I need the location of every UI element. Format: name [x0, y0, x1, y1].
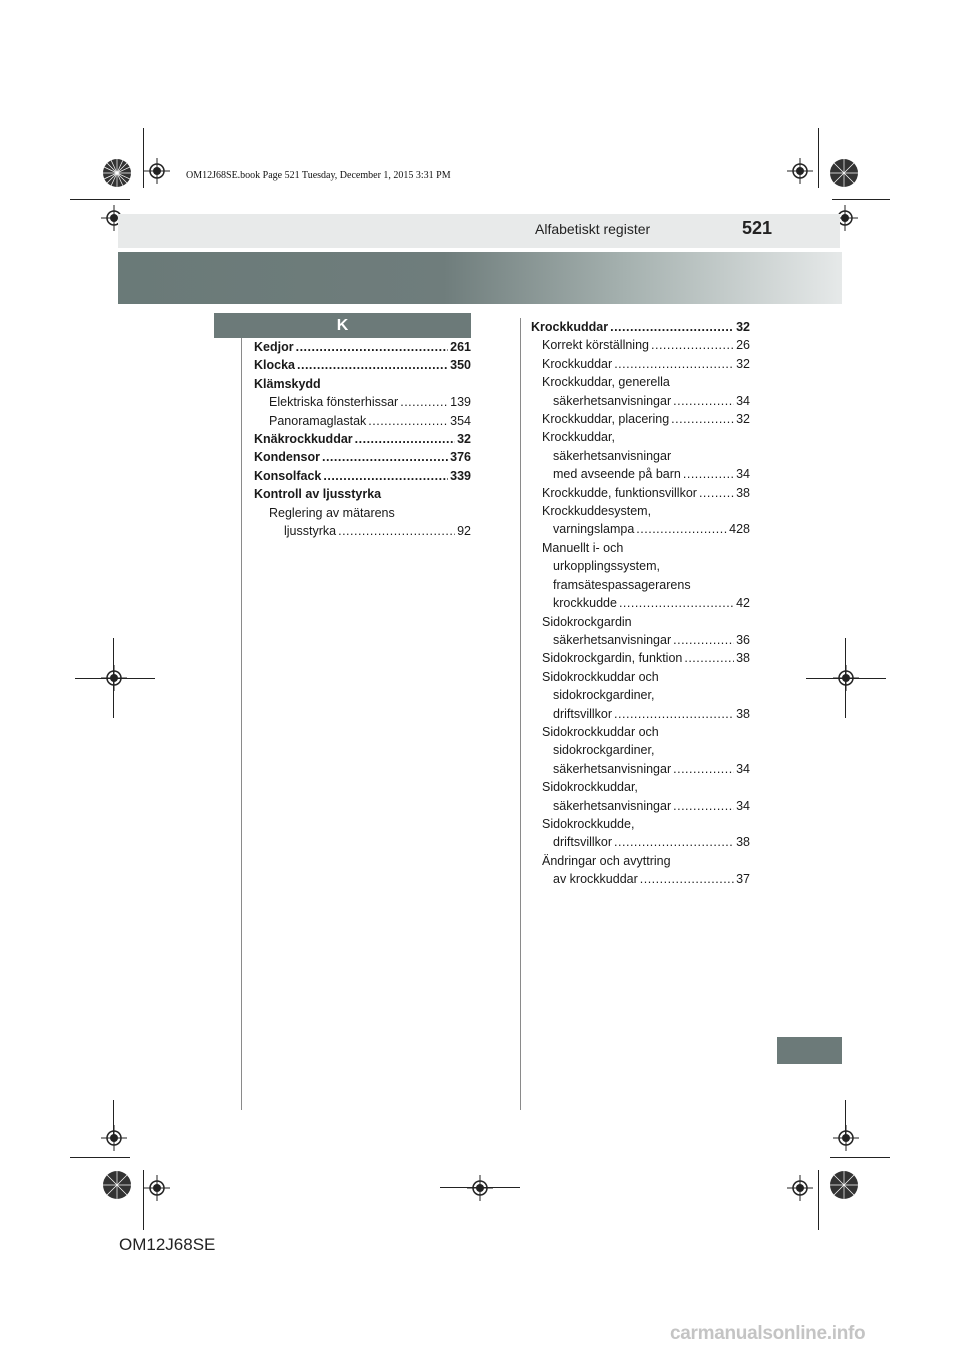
index-entry-label: Klocka [254, 358, 295, 373]
index-entry-page: 37 [736, 872, 750, 887]
index-entry [531, 484, 750, 502]
index-entry-label: Konsolfack [254, 468, 322, 483]
registration-mark-icon [144, 1175, 170, 1201]
index-entry-label: ljusstyrka [284, 524, 337, 539]
index-entry [531, 539, 750, 557]
index-entry-label: driftsvillkor [553, 835, 613, 850]
dot-leader [640, 870, 734, 888]
index-entry-label: Reglering av mätarens [269, 505, 395, 520]
index-entry [254, 430, 471, 448]
index-entry-page: 38 [736, 485, 750, 500]
index-entry-label: krockkudde [553, 596, 617, 611]
index-entry-page: 26 [736, 338, 750, 353]
registration-mark-icon [787, 1175, 813, 1201]
index-entry [531, 741, 750, 759]
index-entry-label: Korrekt körställning [542, 338, 649, 353]
index-entry [254, 338, 471, 356]
index-entry [531, 594, 750, 612]
dot-leader [614, 355, 734, 373]
index-entry [531, 373, 750, 391]
index-entry-label: Sidokrockkudde, [542, 816, 635, 831]
index-entry [531, 428, 750, 446]
index-entry-label: Sidokrockgardin, funktion [542, 651, 683, 666]
index-entry-page: 32 [457, 432, 471, 447]
index-entry-label: driftsvillkor [553, 706, 613, 721]
index-entry [254, 485, 471, 503]
index-entry [254, 412, 471, 430]
column-divider-right [520, 318, 521, 1110]
index-entry-label: Kedjor [254, 340, 294, 354]
index-entry-label: Sidokrockgardin [542, 614, 632, 629]
starburst-mark-icon [829, 1170, 859, 1200]
index-entry-page: 34 [736, 467, 750, 482]
index-entry [531, 778, 750, 796]
dot-leader [614, 833, 734, 851]
index-entry-label: Krockkuddar [542, 356, 613, 371]
dot-leader [322, 448, 448, 466]
index-entry-page: 42 [736, 596, 750, 611]
crop-mark-icon [440, 1187, 520, 1188]
index-entry-label: Krockkuddar, placering [542, 412, 670, 427]
document-code: OM12J68SE [119, 1235, 216, 1254]
crop-mark-icon [818, 128, 819, 188]
dot-leader [636, 520, 727, 538]
index-entry [254, 356, 471, 374]
index-entry-label: Krockkuddesystem, [542, 504, 652, 519]
index-entry [531, 576, 750, 594]
index-entry-label: Elektriska fönsterhissar [269, 395, 399, 410]
index-column-left [254, 338, 471, 540]
index-entry [531, 760, 750, 778]
index-entry-label: med avseende på barn [553, 467, 681, 482]
index-entry-label: Kontroll av ljusstyrka [254, 487, 382, 502]
index-entry [254, 448, 471, 466]
index-entry-label: Manuellt i- och [542, 540, 624, 555]
index-entry [531, 318, 750, 336]
index-entry [531, 649, 750, 667]
crop-mark-icon [113, 1100, 114, 1140]
index-entry [531, 520, 750, 538]
page-number: 521 [742, 218, 773, 238]
crop-mark-icon [830, 1157, 890, 1158]
index-entry-page: 38 [736, 651, 750, 666]
index-entry [531, 852, 750, 870]
index-entry [254, 375, 471, 393]
index-entry [531, 410, 750, 428]
dot-leader [614, 705, 734, 723]
index-entry-label: Klämskydd [254, 376, 321, 391]
dot-leader [400, 393, 448, 411]
index-entry-label: säkerhetsanvisningar [553, 798, 672, 813]
header-bar [118, 214, 840, 248]
index-entry [531, 631, 750, 649]
index-entry [254, 393, 471, 411]
index-entry [531, 870, 750, 888]
index-entry-label: sidokrockgardiner, [553, 688, 655, 703]
index-entry [531, 392, 750, 410]
dot-leader [338, 522, 455, 540]
index-entry-label: säkerhetsanvisningar [553, 632, 672, 647]
dot-leader [619, 594, 734, 612]
index-entry [531, 833, 750, 851]
dot-leader [671, 410, 734, 428]
index-entry [531, 447, 750, 465]
dot-leader [323, 467, 448, 485]
index-entry-label: Krockkuddar, generella [542, 375, 670, 390]
crop-mark-icon [832, 199, 890, 200]
index-entry [531, 705, 750, 723]
index-entry-page: 376 [450, 450, 471, 465]
index-entry [531, 355, 750, 373]
index-entry-page: 32 [736, 356, 750, 371]
dot-leader [684, 649, 734, 667]
page-title: Alfabetiskt register [535, 221, 651, 237]
index-entry [531, 668, 750, 686]
index-entry-label: Krockkuddar [531, 320, 609, 334]
crop-mark-icon [70, 199, 130, 200]
dot-leader [673, 797, 734, 815]
crop-mark-icon [75, 678, 155, 679]
index-entry [531, 613, 750, 631]
index-entry-label: Sidokrockkuddar och [542, 669, 659, 684]
index-entry-label: Krockkudde, funktionsvillkor [542, 485, 697, 500]
print-info-line: OM12J68SE.book Page 521 Tuesday, December 1, 2015 3:31 PM [186, 170, 451, 181]
index-entry-label: Sidokrockkuddar, [542, 780, 638, 795]
index-entry [531, 686, 750, 704]
registration-mark-icon [787, 158, 813, 184]
index-entry-page: 38 [736, 835, 750, 850]
index-entry-label: Krockkuddar, [542, 430, 615, 445]
index-entry [531, 797, 750, 815]
header-band [118, 252, 842, 304]
index-entry-page: 428 [729, 522, 750, 537]
dot-leader [610, 318, 734, 336]
index-entry-label: Kondensor [254, 450, 320, 465]
registration-mark-icon [144, 158, 170, 184]
index-entry-label: säkerhetsanvisningar [553, 448, 672, 463]
index-entry-page: 38 [736, 706, 750, 721]
index-column-right [531, 318, 750, 889]
index-entry [531, 557, 750, 575]
dot-leader [355, 430, 455, 448]
registration-mark-icon [833, 1125, 859, 1151]
index-entry-label: Knäkrockkuddar [254, 432, 353, 447]
index-entry-page: 32 [736, 320, 750, 334]
index-entry-page: 354 [450, 413, 471, 428]
index-entry [254, 467, 471, 485]
dot-leader [699, 484, 734, 502]
dot-leader [673, 631, 734, 649]
column-divider-left [241, 338, 242, 1110]
watermark: carmanualsonline.info [670, 1323, 866, 1344]
dot-leader [368, 412, 448, 430]
registration-mark-icon [467, 1175, 493, 1201]
index-entry [531, 502, 750, 520]
index-entry-label: säkerhetsanvisningar [553, 393, 672, 408]
index-entry-page: 34 [736, 761, 750, 776]
crop-mark-icon [818, 1170, 819, 1230]
index-entry [254, 522, 471, 540]
dot-leader [673, 392, 734, 410]
index-entry-label: framsätespassagerarens [553, 577, 691, 592]
index-entry-label: urkopplingssystem, [553, 559, 660, 574]
index-entry-label: säkerhetsanvisningar [553, 761, 672, 776]
index-entry-page: 139 [450, 395, 471, 410]
index-entry-label: varningslampa [553, 522, 635, 537]
index-entry [531, 465, 750, 483]
index-entry-label: av krockkuddar [553, 872, 638, 887]
index-entry [531, 815, 750, 833]
index-entry-page: 36 [736, 632, 750, 647]
index-entry-page: 92 [457, 524, 471, 539]
starburst-mark-icon [102, 1170, 132, 1200]
index-entry-page: 32 [736, 412, 750, 427]
index-entry [531, 723, 750, 741]
starburst-mark-icon [829, 158, 859, 188]
dot-leader [673, 760, 734, 778]
index-entry-page: 261 [450, 340, 471, 354]
index-entry-label: Ändringar och avyttring [542, 853, 671, 868]
index-entry-page: 339 [450, 468, 471, 483]
registration-mark-icon [101, 1125, 127, 1151]
crop-mark-icon [143, 1170, 144, 1230]
crop-mark-icon [845, 1100, 846, 1140]
dot-leader [297, 356, 448, 374]
dot-leader [296, 338, 449, 356]
starburst-mark-icon [102, 158, 132, 188]
index-entry-label: sidokrockgardiner, [553, 743, 655, 758]
section-letter: K [214, 313, 471, 338]
index-entry-page: 34 [736, 393, 750, 408]
crop-mark-icon [70, 1157, 130, 1158]
index-entry [254, 504, 471, 522]
dot-leader [651, 336, 734, 354]
section-tab [777, 1037, 842, 1064]
index-entry-label: Sidokrockkuddar och [542, 724, 659, 739]
crop-mark-icon [806, 678, 886, 679]
index-entry-page: 34 [736, 798, 750, 813]
dot-leader [683, 465, 734, 483]
index-entry [531, 336, 750, 354]
index-entry-label: Panoramaglastak [269, 413, 367, 428]
index-entry-page: 350 [450, 358, 471, 373]
